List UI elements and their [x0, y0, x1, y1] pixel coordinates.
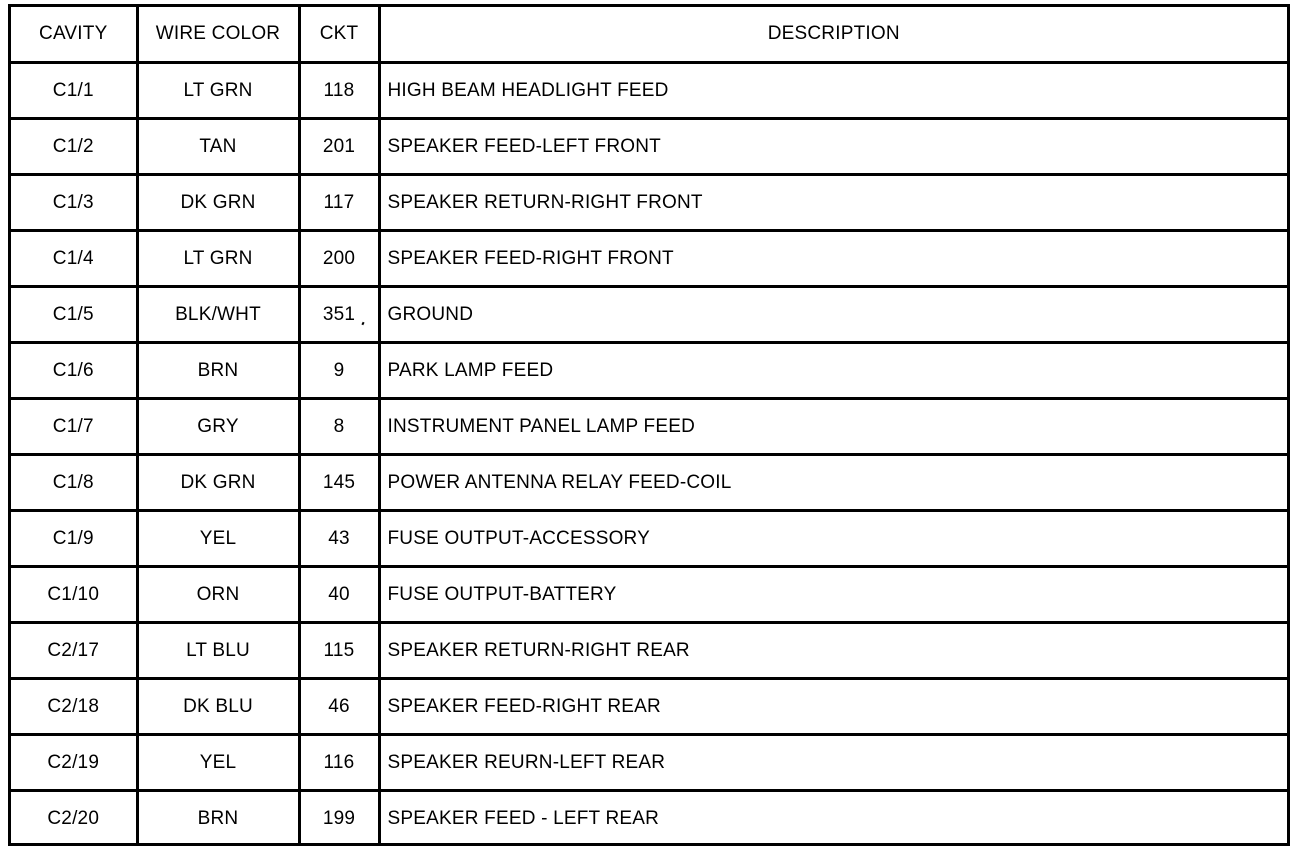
- ckt-value: 351: [322, 303, 356, 325]
- description-cell: FUSE OUTPUT-BATTERY: [379, 567, 1287, 623]
- description-cell: POWER ANTENNA RELAY FEED-COIL: [379, 455, 1287, 511]
- description-cell: PARK LAMP FEED: [379, 343, 1287, 399]
- description-cell: SPEAKER RETURN-RIGHT REAR: [379, 623, 1287, 679]
- wire-color-cell: LT BLU: [137, 623, 299, 679]
- wire-color-cell: DK GRN: [137, 175, 299, 231]
- table-row: [11, 119, 1287, 175]
- description-cell: GROUND: [379, 287, 1287, 343]
- ckt-cell: 46: [299, 679, 379, 735]
- wire-color-cell: LT GRN: [137, 63, 299, 119]
- connector-pinout-sheet: [8, 4, 1290, 846]
- header-cavity: CAVITY: [11, 7, 137, 63]
- table-row: [11, 399, 1287, 455]
- description-cell: INSTRUMENT PANEL LAMP FEED: [379, 399, 1287, 455]
- cavity-cell: C1/10: [11, 567, 137, 623]
- header-row: [11, 7, 1287, 63]
- description-cell: SPEAKER FEED-RIGHT FRONT: [379, 231, 1287, 287]
- ckt-cell: 43: [299, 511, 379, 567]
- cavity-cell: C2/18: [11, 679, 137, 735]
- description-cell: SPEAKER FEED-LEFT FRONT: [379, 119, 1287, 175]
- cavity-cell: C1/2: [11, 119, 137, 175]
- wire-color-cell: DK BLU: [137, 679, 299, 735]
- ckt-cell: 8: [299, 399, 379, 455]
- table-row: [11, 511, 1287, 567]
- header-description: DESCRIPTION: [379, 7, 1287, 63]
- table-row: [11, 567, 1287, 623]
- wire-color-cell: TAN: [137, 119, 299, 175]
- table-row: [11, 791, 1287, 846]
- description-cell: HIGH BEAM HEADLIGHT FEED: [379, 63, 1287, 119]
- cavity-cell: C1/3: [11, 175, 137, 231]
- wire-color-cell: YEL: [137, 511, 299, 567]
- ckt-cell: 118: [299, 63, 379, 119]
- cavity-cell: C2/19: [11, 735, 137, 791]
- cavity-cell: C1/9: [11, 511, 137, 567]
- table-row: [11, 343, 1287, 399]
- ckt-cell: 9: [299, 343, 379, 399]
- cavity-cell: C1/5: [11, 287, 137, 343]
- description-cell: SPEAKER REURN-LEFT REAR: [379, 735, 1287, 791]
- connector-pinout-table: [11, 7, 1287, 845]
- ckt-cell-with-mark: [299, 287, 379, 343]
- description-cell: SPEAKER RETURN-RIGHT FRONT: [379, 175, 1287, 231]
- wire-color-cell: YEL: [137, 735, 299, 791]
- cavity-cell: C1/6: [11, 343, 137, 399]
- ckt-cell: 115: [299, 623, 379, 679]
- table-row: [11, 455, 1287, 511]
- table-row: [11, 231, 1287, 287]
- ckt-cell: 117: [299, 175, 379, 231]
- wire-color-cell: BRN: [137, 791, 299, 846]
- cavity-cell: C1/7: [11, 399, 137, 455]
- description-cell: FUSE OUTPUT-ACCESSORY: [379, 511, 1287, 567]
- table-row: [11, 679, 1287, 735]
- description-cell: SPEAKER FEED-RIGHT REAR: [379, 679, 1287, 735]
- cavity-cell: C1/4: [11, 231, 137, 287]
- wire-color-cell: DK GRN: [137, 455, 299, 511]
- table-row: [11, 287, 1287, 343]
- ckt-cell: 116: [299, 735, 379, 791]
- ckt-cell: 200: [299, 231, 379, 287]
- ckt-cell: 201: [299, 119, 379, 175]
- cavity-cell: C1/8: [11, 455, 137, 511]
- wire-color-cell: BRN: [137, 343, 299, 399]
- wire-color-cell: BLK/WHT: [137, 287, 299, 343]
- ckt-cell: 40: [299, 567, 379, 623]
- description-cell: SPEAKER FEED - LEFT REAR: [379, 791, 1287, 846]
- cavity-cell: C2/20: [11, 791, 137, 846]
- ckt-cell: 199: [299, 791, 379, 846]
- ckt-cell: 145: [299, 455, 379, 511]
- wire-color-cell: LT GRN: [137, 231, 299, 287]
- table-row: [11, 623, 1287, 679]
- table-row: [11, 63, 1287, 119]
- wire-color-cell: ORN: [137, 567, 299, 623]
- table-row: [11, 175, 1287, 231]
- cavity-cell: C1/1: [11, 63, 137, 119]
- header-ckt: CKT: [299, 7, 379, 63]
- table-row: [11, 735, 1287, 791]
- print-speck-mark: [361, 322, 364, 326]
- header-wire-color: WIRE COLOR: [137, 7, 299, 63]
- cavity-cell: C2/17: [11, 623, 137, 679]
- wire-color-cell: GRY: [137, 399, 299, 455]
